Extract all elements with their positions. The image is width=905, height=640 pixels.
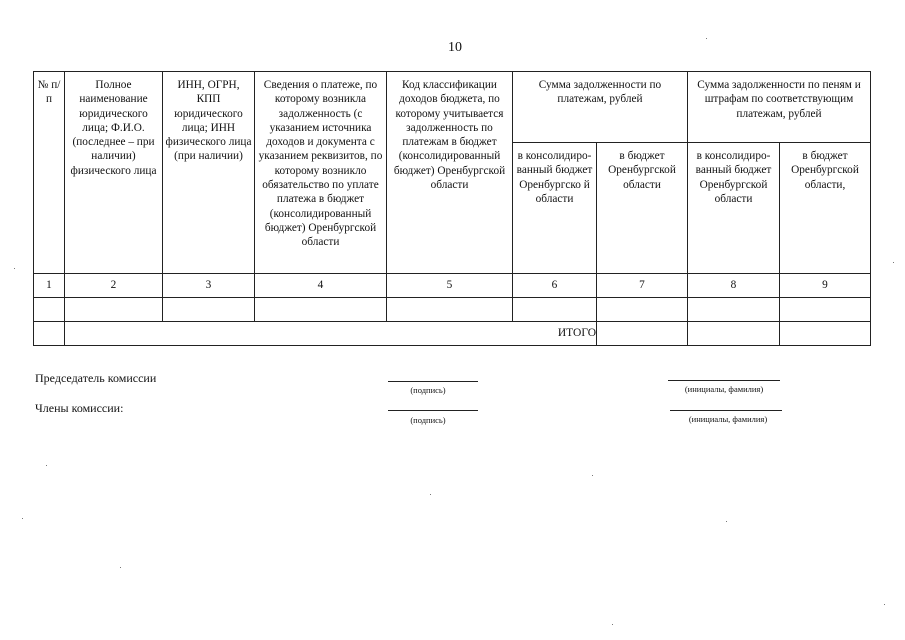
members-initials-caption: (инициалы, фамилия) [688, 414, 768, 424]
scan-speck [884, 604, 885, 605]
scan-speck [22, 518, 23, 519]
column-number: 4 [255, 274, 387, 298]
header-col-3: ИНН, ОГРН, КПП юридического лица; ИНН физического лица (при наличии) [163, 72, 255, 274]
chairman-signature-line [388, 381, 478, 382]
empty-cell [65, 298, 163, 322]
header-col-9: в бюджет Оренбургской области, [780, 143, 871, 274]
empty-data-row [34, 298, 871, 322]
total-cell-7 [597, 322, 688, 346]
empty-cell [688, 298, 780, 322]
total-label-cell [65, 322, 597, 346]
total-cell-9 [780, 322, 871, 346]
chairman-signature-caption: (подпись) [410, 385, 446, 395]
page-number: 10 [448, 40, 462, 55]
column-number: 6 [513, 274, 597, 298]
empty-cell [34, 298, 65, 322]
scan-speck [120, 567, 121, 568]
scan-speck [706, 38, 707, 39]
header-col-5: Код классификации доходов бюджета, по которому учитывается задолженность по платежам в бюджет (консолидированный бюджет) Оренбургской области [387, 72, 513, 274]
chairman-initials-line [668, 380, 780, 381]
scan-speck [612, 624, 613, 625]
empty-cell [387, 298, 513, 322]
chairman-initials-caption: (инициалы, фамилия) [684, 384, 764, 394]
header-col-1: № п/п [34, 72, 65, 274]
empty-cell [780, 298, 871, 322]
column-number: 8 [688, 274, 780, 298]
scan-speck [592, 475, 593, 476]
debt-table [33, 71, 871, 346]
header-group-penalties: Сумма задолженности по пеням и штрафам по соответствующим платежам, рублей [688, 72, 871, 143]
column-number: 1 [34, 274, 65, 298]
header-col-8: в консолидиро-ванный бюджет Оренбургской области [688, 143, 780, 274]
scan-speck [430, 494, 431, 495]
column-number: 7 [597, 274, 688, 298]
members-signature-caption: (подпись) [410, 415, 446, 425]
chairman-label: Председатель комиссии [35, 371, 157, 385]
empty-cell [163, 298, 255, 322]
empty-cell [513, 298, 597, 322]
column-number: 5 [387, 274, 513, 298]
members-initials-line [670, 410, 782, 411]
column-number: 9 [780, 274, 871, 298]
header-col-2: Полное наименование юридического лица; Ф.И.О. (последнее – при наличии) физического лица [65, 72, 163, 274]
members-signature-line [388, 410, 478, 411]
scan-speck [14, 268, 15, 269]
column-number-row [34, 274, 871, 298]
members-label: Члены комиссии: [35, 401, 124, 415]
empty-cell [255, 298, 387, 322]
header-col-4: Сведения о платеже, по которому возникла задолженность (с указанием источника доходов и документа с указанием реквизитов, по которому возникло обязательство по уплате платежа в бюджет (консолидированный бюджет) Оренбургской области [255, 72, 387, 274]
header-col-6: в консолидиро-ванный бюджет Оренбургско й области [513, 143, 597, 274]
total-label: ИТОГО [557, 327, 596, 340]
column-number: 3 [163, 274, 255, 298]
total-row [34, 322, 871, 346]
header-group-payments: Сумма задолженности по платежам, рублей [513, 72, 688, 143]
scan-speck [726, 521, 727, 522]
header-col-7: в бюджет Оренбургской области [597, 143, 688, 274]
empty-cell [597, 298, 688, 322]
column-number: 2 [65, 274, 163, 298]
header-row-1 [34, 72, 871, 143]
scan-speck [46, 465, 47, 466]
empty-cell [34, 322, 65, 346]
total-cell-8 [688, 322, 780, 346]
scan-speck [893, 262, 894, 263]
